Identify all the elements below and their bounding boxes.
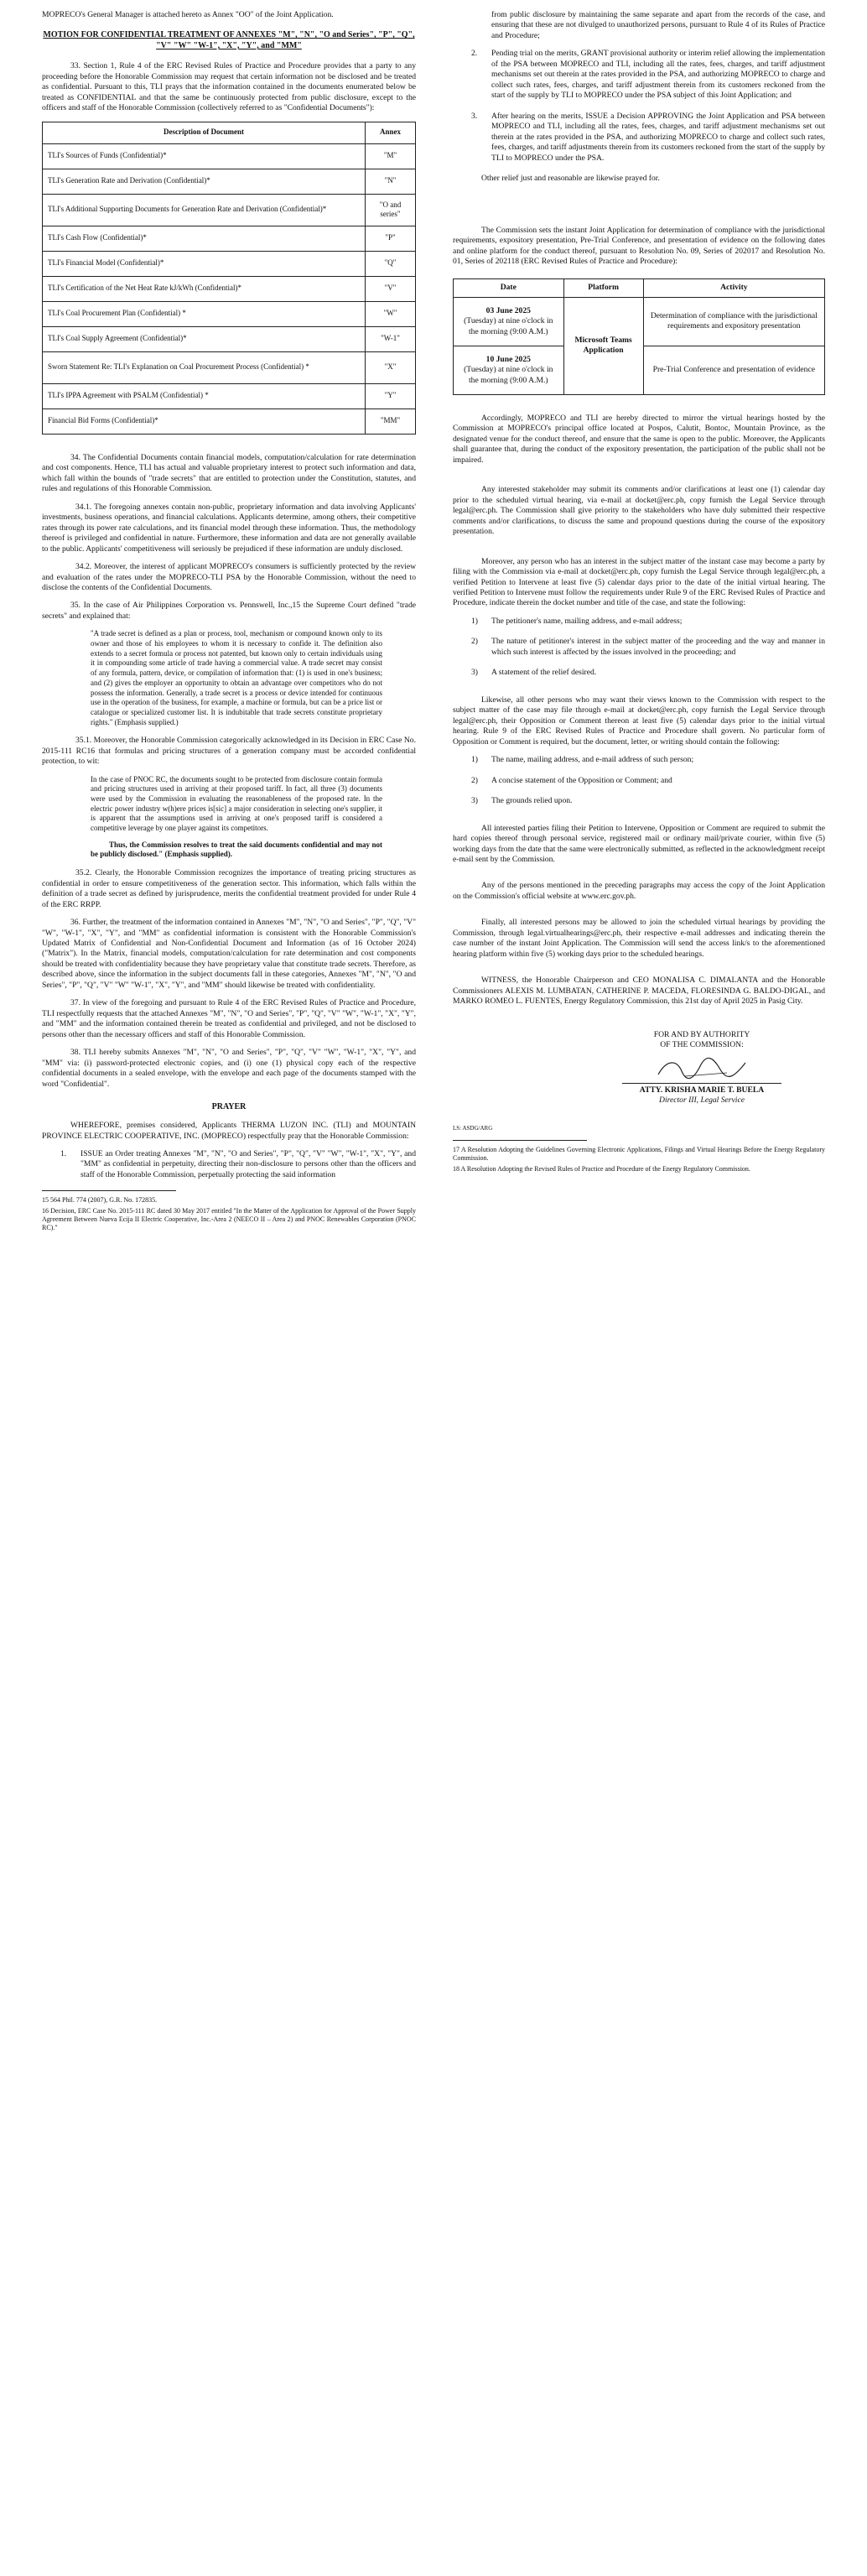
prayer-list-continued bbox=[453, 49, 825, 164]
table-cell-annex: "M" bbox=[366, 143, 416, 169]
paragraph-35-1: 35.1. Moreover, the Honorable Commission categorically acknowledged in its Decision in ERC Case No. 2015-111 RC16 that formulas and pricing structures of a generation company must be accorded confidential protection, to wit: bbox=[42, 736, 416, 767]
paragraph-hardcopies: All interested parties filing their Petition to Intervene, Opposition or Comment are required to submit the hard copies thereof through personal service, registered mail or ordinary mail/private courier, within five (5) working days from the date that the same were electronically submitted, as reflected in the acknowledgment receipt e-mail sent by the Commission. bbox=[453, 823, 825, 864]
signatory-title: Director III, Legal Service bbox=[659, 1095, 745, 1106]
table-header-platform: Platform bbox=[563, 279, 643, 297]
intro-paragraph: MOPRECO's General Manager is attached hereto as Annex "OO" of the Joint Application. bbox=[42, 10, 334, 19]
trade-secret-quote bbox=[91, 629, 382, 727]
signature-icon bbox=[652, 1054, 752, 1083]
list-item: 1) The petitioner's name, mailing address, and e-mail address; bbox=[471, 616, 683, 626]
table-row bbox=[43, 169, 416, 194]
paragraph-accordingly: Accordingly, MOPRECO and TLI are hereby directed to mirror the virtual hearings hosted by the Commission at MOPRECO's principal office located at Pospos, Calutit, Bontoc, Mountain Province, as the designated venue for the conduct thereof, and ensure that the same is open to the public. Moreover, the Applicants shall guarantee that, during the conduct of the expository presentation, the participation of the public shall not be impaired. bbox=[453, 413, 825, 465]
paragraph-35: 35. In the case of Air Philippines Corporation vs. Pennswell, Inc.,15 the Supreme Court defined "trade secrets" and explained that: bbox=[42, 601, 416, 621]
quote-text: "A trade secret is defined as a plan or process, tool, mechanism or compound known only to its owner and those of his employees to whom it is necessary to confide it. The definition also extends to a secret formula or process not patented, but known only to certain individuals using it in compounding some article of trade having a commercial value. A trade secret may consist of any formula, pattern, device, or compilation of information that: (1) is used in one's business; and (2) gives the employer an opportunity to obtain an advantage over competitors who do not possess the information. Generally, a trade secret is a process or device intended for continuous use in the operation of the business, for example, a machine or formula, but can be a price list or catalogue or specialized customer list. It is indubitable that trade secrets constitute proprietary rights." (Emphasis supplied.) bbox=[91, 629, 382, 726]
list-item: 2) A concise statement of the Opposition or Comment; and bbox=[471, 775, 672, 785]
list-item: 3) The grounds relied upon. bbox=[471, 796, 573, 806]
paragraph-33: 33. Section 1, Rule 4 of the ERC Revised Rules of Practice and Procedure provides that a party to any proceeding before the Honorable Commission may request that certain information not be disclosed and be treated as confidential. Pursuant to this, TLI prays that the information contained in the documents enumerated below be treated as CONFIDENTIAL and that the same be continuously protected from public disclosure, except to the officers and staff of the Honorable Commission (collectively referred to as "Confidential Documents"): bbox=[42, 61, 416, 113]
paragraph-36: 36. Further, the treatment of the information contained in Annexes "M", "N", "O and Series", "P", "Q", "V" "W", "W-1", "X", "Y", and "MM" as confidential information is consistent with the Honorable Commission's Updated Matrix of Confidential and Non-Confidential Document and Information (as of 16 October 2024) ("Matrix"). In the Matrix, financial models, computation/calculation for rate determination and cost components should be treated with confidentiality because they have proprietary value that constitute trade secrets. Therefore, as described above, since the information in the subject documents fall in these categories, Annexes "M", "N", "O and Series", "P", "Q", "V" "W" "W-1", "X", "Y", and "MM" should likewise be treated with confidentiality. bbox=[42, 918, 416, 990]
footnote: 16 Decision, ERC Case No. 2015-111 RC dated 30 May 2017 entitled "In the Matter of the Application for Approval of the Power Supply Agreement Between Nueva Ecija II Electric Cooperative, Inc.-Area 2 (NEECO II – Area 2) and PNOC Renewables Corporation (PNOC RC)." bbox=[42, 1207, 416, 1232]
table-cell-document: TLI's Coal Supply Agreement (Confidential)* bbox=[43, 326, 366, 351]
table-row bbox=[454, 297, 825, 346]
confidential-documents-table bbox=[42, 122, 416, 435]
paragraph-37: 37. In view of the foregoing and pursuant to Rule 4 of the ERC Revised Rules of Practice and Procedure, TLI respectfully requests that the attached Annexes "M", "N", "O and Series", "P", "Q", "V" "W", "W-1", "X", "Y", and "MM" and the information contained therein be treated as confidential and privileged, and not be disclosed to persons other than the necessary officers and staff of this Honorable Commission. bbox=[42, 998, 416, 1039]
hearing-schedule-table bbox=[453, 278, 825, 394]
schedule-paragraph: The Commission sets the instant Joint Application for determination of compliance with the jurisdictional requirements, expository presentation, Pre-Trial Conference, and presentation of evidence on the following dates and online platform for the conduct thereof, pursuant to Resolution No. 09, Series of 202017 and Resolution No. 01, Series of 202118 (ERC Revised Rules of Practice and Procedure): bbox=[453, 225, 825, 266]
list-item: 2) The nature of petitioner's interest in the subject matter of the proceeding and the way and manner in which such interest is affected by the issues involved in the proceeding; and bbox=[471, 637, 825, 657]
table-cell-annex: "Q" bbox=[366, 251, 416, 276]
table-row bbox=[43, 251, 416, 276]
table-cell-document: TLI's Sources of Funds (Confidential)* bbox=[43, 143, 366, 169]
table-cell-activity: Pre-Trial Conference and presentation of evidence bbox=[643, 346, 824, 394]
table-row bbox=[43, 301, 416, 326]
commission-line: OF THE COMMISSION: bbox=[660, 1040, 744, 1050]
table-cell-annex: "W-1" bbox=[366, 326, 416, 351]
footnote-divider bbox=[42, 1190, 176, 1191]
table-cell-date: 03 June 2025 (Tuesday) at nine o'clock in the morning (9:00 A.M.) bbox=[454, 297, 564, 346]
table-cell-annex: "P" bbox=[366, 226, 416, 251]
paragraph-34-2: 34.2. Moreover, the interest of applicant MOPRECO's consumers is sufficiently protected by the review and evaluation of the rates under the MOPRECO-TLI PSA by the Honorable Commission, without the need to disclose the contents of the Confidential Documents. bbox=[42, 562, 416, 592]
prayer1-continuation: from public disclosure by maintaining the same separate and apart from the records of the case, and ensuring that these are not divulged to unauthorized persons, pursuant to Rule 4 of its Rules of Practice and Procedure; bbox=[491, 10, 825, 40]
list-item: 2. Pending trial on the merits, GRANT provisional authority or interim relief allowing the implementation of the PSA between MOPRECO and TLI, including all the rates, fees, charges, and tariff adjustment mechanisms set out therein at the rates provided in the PSA, and authorizing MOPRECO to charge and collect such rates, fees, charges, and tariff adjustment therein from its customers reckoned from the start of the supply by TLI to MOPRECO under the PSA subject of this Joint Application; and bbox=[471, 49, 825, 101]
table-cell-document: Financial Bid Forms (Confidential)* bbox=[43, 409, 366, 434]
paragraph-34: 34. The Confidential Documents contain financial models, computation/calculation for rate determination and cost components. Hence, TLI has actual and valuable proprietary interest to protect such information and data, which fall within the bounds of "trade secrets" that are entitled to protection under the Constitution, statutes, and rules and regulations of this Honorable Commission. bbox=[42, 452, 416, 494]
quote-text: In the case of PNOC RC, the documents sought to be protected from disclosure contain formula and pricing structures used in arriving at their proposed tariff. In fact, all three (3) documents were used by the Commission in evaluating the reasonableness of the proposed rate. In the electric power industry w(h)ere prices is[sic] a major consideration in selecting one's supplier, it is apparent that the assumptions used in arriving at one's proposed tariff is considered a competitive leverage by one player against its competitors. bbox=[91, 774, 382, 833]
paragraph-38: 38. TLI hereby submits Annexes "M", "N", "O and Series", "P", "Q", "V" "W", "W-1", "X", "Y", and "MM" via: (i) password-protected electronic copies, and (i) one (1) physical copy each of the respective confidential documents in a sealed envelope, with the envelope and each page of the documents stamped with the word "Confidential". bbox=[42, 1048, 416, 1089]
table-header-annex: Annex bbox=[366, 122, 416, 143]
table-cell-document: TLI's Additional Supporting Documents for Generation Rate and Derivation (Confidential)* bbox=[43, 194, 366, 226]
table-cell-document: Sworn Statement Re: TLI's Explanation on Coal Procurement Process (Confidential) * bbox=[43, 351, 366, 383]
table-cell-date: 10 June 2025 (Tuesday) at nine o'clock in the morning (9:00 A.M.) bbox=[454, 346, 564, 394]
list-item: 3) A statement of the relief desired. bbox=[471, 668, 597, 678]
list-item: 3. After hearing on the merits, ISSUE a Decision APPROVING the Joint Application and PSA between MOPRECO and TLI, including all the rates, fees, charges, and tariff adjustment mechanisms set out therein at the rates provided in the PSA, and authorizing MOPRECO to charge and collect such rates, fees, charges, and tariff adjustments therein from its customers reckoned from the start of the supply by TLI to MOPRECO under the PSA. bbox=[471, 111, 825, 163]
table-cell-document: TLI's Cash Flow (Confidential)* bbox=[43, 226, 366, 251]
table-cell-platform: Microsoft Teams Application bbox=[563, 297, 643, 394]
table-cell-activity: Determination of compliance with the jurisdictional requirements and expository presentation bbox=[643, 297, 824, 346]
footnote: 15 564 Phil. 774 (2007), G.R. No. 172835. bbox=[42, 1196, 158, 1205]
table-header-date: Date bbox=[454, 279, 564, 297]
table-cell-annex: "O and series" bbox=[366, 194, 416, 226]
right-column bbox=[453, 10, 825, 1176]
table-cell-annex: "Y" bbox=[366, 383, 416, 409]
motion-title: MOTION FOR CONFIDENTIAL TREATMENT OF ANNEXES "M", "N", "O and Series", "P", "Q", "V" "W" "W-1", "X", "Y", and "MM" bbox=[43, 30, 415, 50]
paragraph-intervene: Moreover, any person who has an interest in the subject matter of the instant case may become a party by filing with the Commission via e-mail at docket@erc.ph, copy furnish the Legal Service through legal@erc.ph, a verified Petition to Intervene at least five (5) calendar days prior to the date of the initial virtual hearing. The verified Petition to Intervene must follow the requirements under Rule 9 of the ERC Revised Rules of Practice and Procedure, indicate therein the docket number and title of the case, and state the following: bbox=[453, 556, 825, 608]
table-cell-document: TLI's IPPA Agreement with PSALM (Confidential) * bbox=[43, 383, 366, 409]
footnote: 18 A Resolution Adopting the Revised Rules of Practice and Procedure of the Energy Regulatory Commission. bbox=[453, 1164, 750, 1173]
signature-block bbox=[579, 1030, 825, 1106]
pnoc-quote bbox=[91, 775, 382, 861]
table-row bbox=[43, 194, 416, 226]
prayer-intro: WHEREFORE, premises considered, Applicants THERMA LUZON INC. (TLI) and MOUNTAIN PROVINCE ELECTRIC COOPERATIVE, INC. (MOPRECO) respectfully pray that the Honorable Commission: bbox=[42, 1121, 416, 1141]
quote-text: Thus, the Commission resolves to treat the said documents confidential and may not be publicly disclosed." (Emphasis supplied). bbox=[91, 840, 382, 859]
paragraph-35-2: 35.2. Clearly, the Honorable Commission recognizes the importance of treating pricing structures as confidential in order to ensure competitiveness of the generation sector. This information, which falls within the definition of a trade secret as defined by jurisprudence, merits the confidential treatment provided for under Rule 4 of the ERC RRPP. bbox=[42, 868, 416, 909]
authority-line: FOR AND BY AUTHORITY bbox=[653, 1029, 750, 1039]
table-header-description: Description of Document bbox=[43, 122, 366, 143]
opposition-requirements-list bbox=[453, 755, 825, 806]
table-cell-document: TLI's Financial Model (Confidential)* bbox=[43, 251, 366, 276]
paragraph-34-1: 34.1. The foregoing annexes contain non-public, proprietary information and data involving Applicants' investments, business operations, and financial calculations. Applicants determine, among others, their competitive rates through its power rate calculations, and its financial model through these information. Thus, the methodology thereof is privileged and confidential in nature. Furthermore, these information and data are not generally available to the public. Applicants' competitiveness will seriously be prejudiced if these information are unduly disclosed. bbox=[42, 502, 416, 554]
table-row bbox=[43, 276, 416, 301]
paragraph-finally: Finally, all interested persons may be allowed to join the scheduled virtual hearings by providing the Commission, through legal.virtualhearings@erc.ph, their respective e-mail addresses and indicating therein the case number of the instant Joint Application. The Commission will send the access link/s to the aforementioned hearing platform within five (5) working days prior to the scheduled hearings. bbox=[453, 918, 825, 959]
list-item: 1) The name, mailing address, and e-mail address of such person; bbox=[471, 755, 694, 765]
paragraph-stakeholder: Any interested stakeholder may submit its comments and/or clarifications at least one (1) calendar day prior to the scheduled virtual hearing, via e-mail at docket@erc.ph, copy furnish the Legal Service through legal@erc.ph. The Commission shall give priority to the stakeholders who have duly submitted their respective comments and/or clarifications, to discuss the same and propound questions during the course of the expository presentation. bbox=[453, 485, 825, 537]
signatory-name: ATTY. KRISHA MARIE T. BUELA bbox=[639, 1085, 765, 1095]
intervene-requirements-list bbox=[453, 617, 825, 679]
table-cell-annex: "X" bbox=[366, 351, 416, 383]
table-cell-annex: "N" bbox=[366, 169, 416, 194]
other-relief: Other relief just and reasonable are likewise prayed for. bbox=[481, 174, 660, 184]
list-item: 1. ISSUE an Order treating Annexes "M", "N", "O and Series", "P", "Q", "V" "W", "W-1", "X", "Y", and "MM" as confidential in perpetuity, directing their non-disclosure to persons other than the officers and staff of the Honorable Commission, perpetually protecting the said information bbox=[60, 1149, 416, 1179]
table-row bbox=[43, 351, 416, 383]
table-cell-annex: "V" bbox=[366, 276, 416, 301]
signature-line bbox=[622, 1083, 781, 1084]
table-row bbox=[43, 383, 416, 409]
footnote: 17 A Resolution Adopting the Guidelines Governing Electronic Applications, Filings and Virtual Hearings Before the Energy Regulatory Commission. bbox=[453, 1145, 825, 1162]
paragraph-copy: Any of the persons mentioned in the preceding paragraphs may access the copy of the Joint Application on the Commission's official website at www.erc.gov.ph. bbox=[453, 881, 825, 901]
prayer-title: PRAYER bbox=[211, 1102, 247, 1112]
table-cell-document: TLI's Generation Rate and Derivation (Confidential)* bbox=[43, 169, 366, 194]
left-column bbox=[42, 10, 416, 1235]
prayer-list bbox=[42, 1149, 416, 1180]
table-row bbox=[43, 326, 416, 351]
table-row bbox=[43, 409, 416, 434]
paragraph-likewise: Likewise, all other persons who may want their views known to the Commission with respect to the subject matter of the case may file through e-mail at docket@erc.ph, copy furnish the Legal Service through legal@erc.ph, their Opposition or Comment thereon at least five (5) calendar days prior to the initial virtual hearing. Rule 9 of the ERC Revised Rules of Practice and Procedure shall govern. No particular form of Opposition or Comment is required, but the document, letter, or writing should contain the following: bbox=[453, 695, 825, 747]
initials: LS: ASDG/ARG bbox=[453, 1124, 493, 1132]
table-row bbox=[43, 143, 416, 169]
footnote-divider bbox=[453, 1140, 587, 1141]
table-header-activity: Activity bbox=[643, 279, 824, 297]
table-row bbox=[43, 226, 416, 251]
table-cell-annex: "W" bbox=[366, 301, 416, 326]
table-cell-annex: "MM" bbox=[366, 409, 416, 434]
table-cell-document: TLI's Certification of the Net Heat Rate kJ/kWh (Confidential)* bbox=[43, 276, 366, 301]
table-cell-document: TLI's Coal Procurement Plan (Confidential) * bbox=[43, 301, 366, 326]
paragraph-witness: WITNESS, the Honorable Chairperson and CEO MONALISA C. DIMALANTA and the Honorable Commissioners ALEXIS M. LUMBATAN, CATHERINE P. MACEDA, FLORESINDA G. BALDO-DIGAL, and MARKO ROMEO L. FUENTES, Energy Regulatory Commission, this 21st day of April 2025 in Pasig City. bbox=[453, 976, 825, 1007]
